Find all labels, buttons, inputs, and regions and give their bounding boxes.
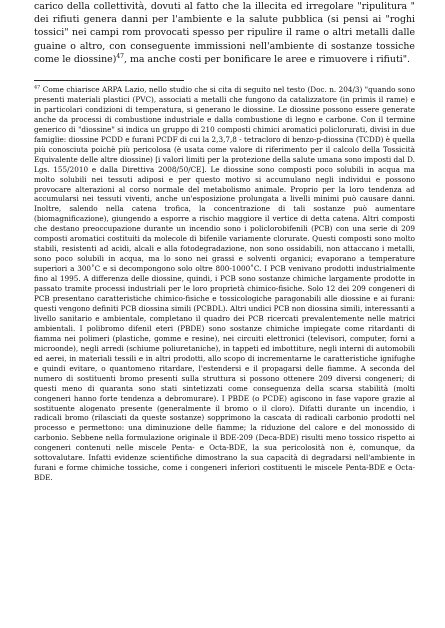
footnote-reference: 47: [116, 52, 124, 60]
footnote-text: Come chiarisce ARPA Lazio, nello studio che si cita di seguito nel testo (Doc. n. 204/3) "quando sono presenti materiali plastici (PVC), associati a metalli che fungono da catalizzatore (in primis il rame) e in particolari condizioni di temperatura, si generano le diossine. Le diossine possono essere generate anche da processi di combustione industriale e dalla combustione di legno e carbone. Con il termine generico di "diossine" si indica un gruppo di 210 composti chimici aromatici policlorurati, divisi in due famiglie: diossine PCDD e furani PCDF di cui la 2,3,7,8 - tetracloro di benzo-p-diossina (TCDD) è quella più conosciuta poichè più pericolosa (è usata come valore di riferimento per il calcolo della Tossicità Equivalente delle altre diossine) [i valori limiti per la protezione della salute umana sono imposti dal D. Lgs. 155/2010 e dalla Direttiva 2008/50/CE]. Le diossine sono composti poco solubili in acqua ma molto solubili nei tessuti adiposi e per questo motivo si accumulano negli individui e possono provocare alterazioni al corso normale del metabolismo animale. Proprio per la loro tendenza ad accumularsi nei tessuti viventi, anche un'esposizione prolungata a livelli minimi può causare danni. Inoltre, salendo nella catena trofica, la concentrazione di tali sostanze può aumentare (biomagnificazione), giungendo a esporre a rischio maggiore il vertice di detta catena. Altri composti che destano preoccupazione durante un incendio sono i policlorobifenili (PCB) con una serie di 209 composti aromatici costituiti da molecole di bifenile variamente clorurate. Questi composti sono molto stabili, resistenti ad acidi, alcali e alla fotodegradazione, non sono ossidabili, non attaccano i metalli, sono poco solubili in acqua, ma lo sono nei grassi e solventi organici; evaporano a temperature superiori a 300˚C e si decompongono solo oltre 800-1000˚C. I PCB venivano prodotti industrialmente fino al 1995. A differenza delle diossine, quindi, i PCB sono sostanze chimiche largamente prodotte in passato tramite processi industriali per le loro proprietà chimico-fisiche. Solo 12 dei 209 congeneri di PCB presentano caratteristiche chimico-fisiche e tossicologiche paragonabili alle diossine e ai furani: questi vengono definiti PCB diossina simili (PCBDL). Altri undici PCB non diossina simili, interessanti a livello sanitario e ambientale, completano il quadro dei PCB ricercati prevalentemente nelle matrici ambientali. I polibromo difenil eteri (PBDE) sono sostanze chimiche impiegate come ritardanti di fiamma nei polimeri (plastiche, gomme e resine), nei circuiti elettronici (televisori, computer, forni a microonde), negli arredi (schiume poliuretaniche), in tappeti ed imbottiture, negli interni di automobili ed aerei, in materiali tessili e in altri prodotti, allo scopo di incrementarne le caratteristiche ignifughe e quindi evitare, o quantomeno ritardare, l'estendersi e il propagarsi delle fiamme. A seconda del numero di sostituenti bromo presenti sulla struttura si possono ottenere 209 diversi congeneri; di questi meno di quaranta sono stati sintetizzati come conseguenza della scarsa stabilità (molti congeneri hanno forte tendenza a debromurare). I PBDE (o PCDE) agiscono in fase vapore grazie al sostituente alogenato presente (generalmente il bromo o il cloro). Difatti durante un incendio, i radicali bromo (rilasciati da queste sostanze) sopprimono la cascata di radicali carbonio prodotti nel processo e permettono: una diminuzione delle fiamme; la riduzione del calore e del monossido di carbonio. Sebbene nella formulazione originale il BDE-209 (Deca-BDE) risulti meno tossico rispetto ai congeneri contenuti nelle miscele Penta- e Octa-BDE, la sua pericolosità non è, comunque, da sottovalutare. Infatti evidenze scientifiche dimostrano la sua capacità di degradarsi nell'ambiente in furani e forme chimiche tossiche, come i congeneri inferiori costituenti le miscele Penta-BDE e Octa-BDE.: [34, 85, 415, 483]
body-paragraph: [34, 0, 415, 66]
body-text-end: , ma anche costi per bonificare le aree e rimuovere i rifiuti".: [124, 53, 411, 65]
footnote-separator: [34, 80, 184, 81]
footnote-number: 47: [34, 84, 41, 91]
body-text: carico della collettività, dovuti al fatto che la illecita ed irregolare "ripulitura " dei rifiuti genera danni per l'ambiente e la salute pubblica (si pensi ai "roghi tossici" nei campi rom provocati spesso per ripulire il rame o altri metalli dalle guaine o altro, con conseguente immissioni nell'ambiente di sostanze tossiche come le diossine): [34, 1, 415, 65]
footnote-paragraph: [34, 85, 415, 483]
